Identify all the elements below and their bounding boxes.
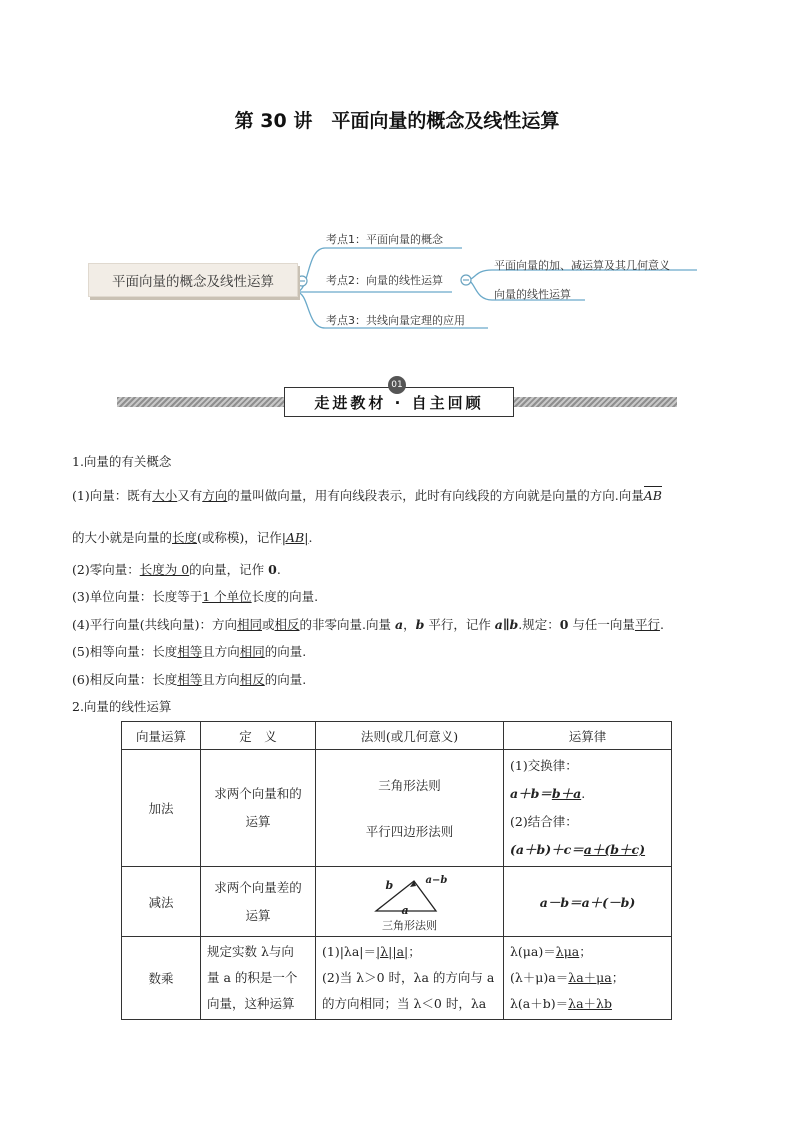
answer-blank: 相反 bbox=[274, 617, 300, 632]
parallel-notation: a∥b bbox=[494, 617, 519, 632]
concept-parallel-vector bbox=[72, 615, 664, 633]
zero-symbol: 0 bbox=[559, 617, 569, 632]
answer-blank: 长度为 0 bbox=[139, 562, 190, 577]
text: (1)|λa|＝ bbox=[322, 944, 377, 959]
table-header-row bbox=[122, 722, 672, 750]
text: λ(a＋b)＝ bbox=[510, 996, 569, 1011]
text: λ(μa)＝ bbox=[510, 944, 556, 959]
text: (2)零向量： bbox=[72, 562, 140, 577]
header-cell: 定 义 bbox=[201, 722, 316, 750]
op-law bbox=[504, 937, 672, 1020]
text: (4)平行向量(共线向量)：方向 bbox=[72, 617, 237, 632]
section-banner: 走进教材 · 自主回顾 bbox=[284, 387, 514, 417]
fig-label-b: b bbox=[385, 878, 394, 892]
op-name: 数乘 bbox=[122, 937, 201, 1020]
text: . bbox=[659, 617, 664, 632]
text: (λ＋μ)a＝ bbox=[510, 970, 569, 985]
fig-label-a: a bbox=[401, 903, 409, 917]
text: (或称模)，记作 bbox=[197, 530, 282, 545]
mindmap-node-2: 考点2：向量的线性运算 bbox=[326, 274, 443, 287]
mindmap-node-1: 考点1：平面向量的概念 bbox=[326, 233, 443, 246]
table-row bbox=[122, 867, 672, 937]
op-rule bbox=[316, 937, 504, 1020]
answer-blank: |AB| bbox=[281, 530, 309, 545]
answer-blank: 相同 bbox=[236, 617, 262, 632]
op-name: 减法 bbox=[122, 867, 201, 937]
op-rule bbox=[316, 867, 504, 937]
text: 或 bbox=[261, 617, 275, 632]
text: 的向量，记作 bbox=[189, 562, 269, 577]
header-cell: 法则(或几何意义) bbox=[316, 722, 504, 750]
answer-blank: 相同 bbox=[239, 644, 265, 659]
text: 的量叫做向量，用有向线段表示，此时有向线段的方向就是向量的方向.向量 bbox=[227, 488, 644, 503]
text: ， bbox=[403, 617, 416, 632]
text: 的方向相同；当 λ＜0 时，λa bbox=[322, 996, 487, 1011]
op-law bbox=[504, 750, 672, 867]
text: (a＋b)＋c＝ bbox=[510, 842, 584, 857]
text: ； bbox=[408, 944, 421, 959]
op-name: 加法 bbox=[122, 750, 201, 867]
answer-blank: 方向 bbox=[202, 488, 228, 503]
concept-equal-vector bbox=[72, 642, 306, 660]
text: . bbox=[276, 562, 281, 577]
concept-opposite-vector bbox=[72, 670, 306, 688]
table-row bbox=[122, 750, 672, 867]
fig-label-a-minus-b: a−b bbox=[425, 874, 448, 886]
text: 且方向 bbox=[202, 672, 240, 687]
text: 运算 bbox=[245, 907, 271, 923]
table-row bbox=[122, 937, 672, 1020]
text: . bbox=[308, 530, 313, 545]
text: 运算 bbox=[245, 814, 271, 829]
text: (1)向量：既有 bbox=[72, 488, 153, 503]
text: 的向量. bbox=[264, 644, 307, 659]
answer-blank: 长度 bbox=[172, 530, 198, 545]
text: 求两个向量差的 bbox=[214, 879, 302, 895]
text: 规定实数 λ与向 bbox=[207, 944, 294, 959]
text: 长度的向量. bbox=[251, 589, 319, 604]
subtraction-figure bbox=[370, 871, 450, 917]
answer-blank: 1 个单位 bbox=[202, 589, 252, 604]
answer-blank: 相等 bbox=[177, 644, 203, 659]
text: a＋b＝ bbox=[510, 786, 552, 801]
page-title: 第 30 讲 平面向量的概念及线性运算 bbox=[234, 110, 560, 132]
vector-b: b bbox=[415, 617, 425, 632]
text: (5)相等向量：长度 bbox=[72, 644, 178, 659]
linear-operations-table bbox=[121, 721, 672, 1020]
section1-heading: 1.向量的有关概念 bbox=[72, 454, 172, 469]
answer-blank: λa＋μa bbox=[568, 970, 612, 985]
text: .规定： bbox=[518, 617, 560, 632]
op-definition bbox=[201, 937, 316, 1020]
text: 的向量. bbox=[264, 672, 307, 687]
text: 与任一向量 bbox=[568, 617, 635, 632]
text: 求两个向量和的 bbox=[214, 786, 302, 801]
zero-symbol: 0 bbox=[268, 562, 277, 577]
text: 平行，记作 bbox=[424, 617, 495, 632]
text: . bbox=[581, 786, 586, 801]
text: 三角形法则 bbox=[378, 778, 441, 793]
section2-heading: 2.向量的线性运算 bbox=[72, 699, 172, 714]
text: ； bbox=[611, 970, 625, 985]
answer-blank: 相等 bbox=[177, 672, 203, 687]
answer-blank: 相反 bbox=[239, 672, 265, 687]
answer-blank: λμa bbox=[555, 944, 580, 959]
op-rule bbox=[316, 750, 504, 867]
answer-blank: 大小 bbox=[152, 488, 178, 503]
op-definition bbox=[201, 750, 316, 867]
header-cell: 运算律 bbox=[504, 722, 672, 750]
vector-ab: AB bbox=[643, 488, 662, 503]
text: (6)相反向量：长度 bbox=[72, 672, 178, 687]
text: 量 a 的积是一个 bbox=[207, 970, 298, 985]
text: 且方向 bbox=[202, 644, 240, 659]
op-definition bbox=[201, 867, 316, 937]
mindmap-subnode-2: 向量的线性运算 bbox=[494, 288, 571, 301]
text: 又有 bbox=[177, 488, 203, 503]
concept-unit-vector bbox=[72, 587, 318, 605]
section-number-badge: 01 bbox=[388, 376, 406, 394]
op-law: a－b＝a＋(－b) bbox=[504, 867, 672, 937]
banner-stripe-right bbox=[512, 397, 677, 407]
text: (2)当 λ＞0 时，λa 的方向与 a bbox=[322, 970, 495, 985]
banner-stripe-left bbox=[117, 397, 284, 407]
mindmap-node-3: 考点3：共线向量定理的应用 bbox=[326, 314, 465, 327]
header-cell: 向量运算 bbox=[122, 722, 201, 750]
text: 三角形法则 bbox=[382, 918, 437, 932]
concept-zero-vector bbox=[72, 560, 281, 578]
concept-vector-line2 bbox=[72, 528, 312, 546]
text: 平行四边形法则 bbox=[365, 824, 454, 839]
text: (2)结合律： bbox=[510, 814, 578, 829]
text: ； bbox=[579, 944, 592, 959]
mindmap-root: 平面向量的概念及线性运算 bbox=[88, 263, 298, 297]
text: 的大小就是向量的 bbox=[72, 530, 173, 545]
text: 的非零向量.向量 bbox=[299, 617, 395, 632]
answer-blank: a＋(b＋c) bbox=[583, 842, 646, 857]
answer-blank: |λ||a| bbox=[376, 944, 409, 959]
answer-blank: λa＋λb bbox=[568, 996, 612, 1011]
text: (3)单位向量：长度等于 bbox=[72, 589, 203, 604]
text: 向量，这种运算 bbox=[207, 996, 295, 1011]
mindmap-subnode-1: 平面向量的加、减运算及其几何意义 bbox=[494, 259, 670, 272]
answer-blank: 平行 bbox=[634, 617, 660, 632]
vector-a: a bbox=[394, 617, 404, 632]
answer-blank: b＋a bbox=[551, 786, 582, 801]
text: (1)交换律： bbox=[510, 758, 578, 773]
concept-vector-line1 bbox=[72, 486, 662, 504]
